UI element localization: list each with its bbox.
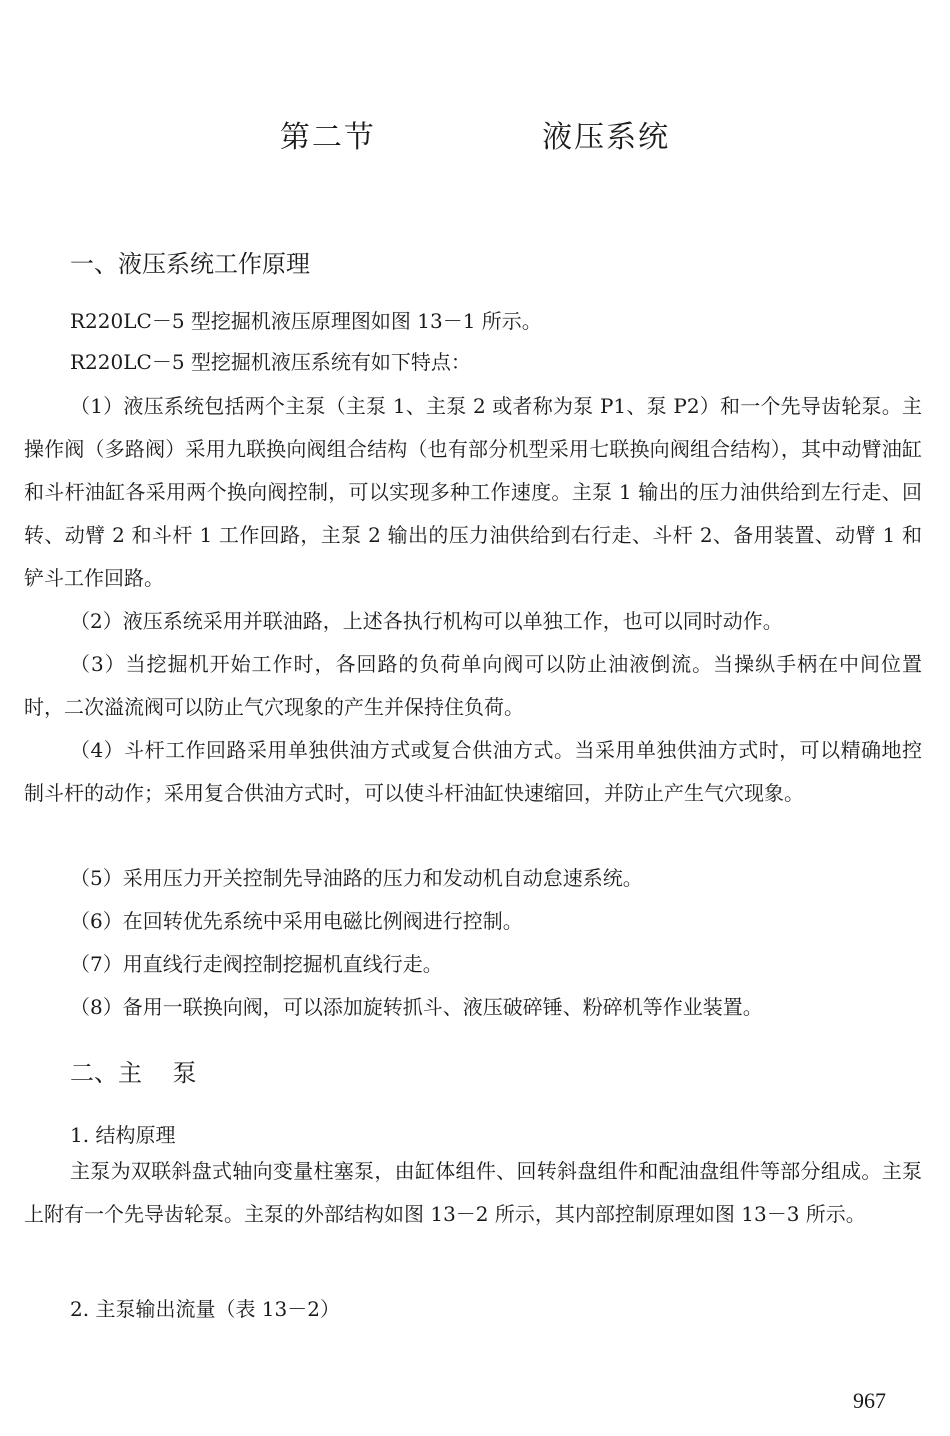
page-number: 967 <box>853 1388 886 1413</box>
page-title: 第二节 液压系统 <box>279 120 671 155</box>
paragraph: （2）液压系统采用并联油路，上述各执行机构可以单独工作，也可以同时动作。 <box>70 609 783 633</box>
paragraph: （1）液压系统包括两个主泵（主泵 1、主泵 2 或者称为泵 P1、泵 P2）和一个先导齿轮泵。主操作阀（多路阀）采用九联换向阀组合结构（也有部分机型采用七联换向阀组合结构），其中动臂油缸和斗杆油缸各采用两个换向阀控制，可以实现多种工作速度。主泵 1 输出的压力油供给到左行走、回转、动臂 2 和斗杆 1 工作回路，主泵 2 输出的压力油供给到右行走、斗杆 2、备用装置、动臂 1 和铲斗工作回路。 <box>24 394 922 590</box>
paragraph: （8）备用一联换向阀，可以添加旋转抓斗、液压破碎锤、粉碎机等作业装置。 <box>70 995 763 1019</box>
section-heading-hydraulic-principle: 一、液压系统工作原理 <box>70 250 310 278</box>
paragraph: （3）当挖掘机开始工作时，各回路的负荷单向阀可以防止油液倒流。当操纵手柄在中间位置时，二次溢流阀可以防止气穴现象的产生并保持住负荷。 <box>24 652 922 719</box>
paragraph: （5）采用压力开关控制先导油路的压力和发动机自动怠速系统。 <box>70 866 643 890</box>
paragraph: （7）用直线行走阀控制挖掘机直线行走。 <box>70 952 443 976</box>
paragraph: R220LC－5 型挖掘机液压原理图如图 13－1 所示。 <box>70 309 542 333</box>
subsection-heading-structure: 1. 结构原理 <box>70 1123 176 1147</box>
paragraph: （6）在回转优先系统中采用电磁比例阀进行控制。 <box>70 909 523 933</box>
paragraph: R220LC－5 型挖掘机液压系统有如下特点： <box>70 350 471 374</box>
section-heading-main-pump: 二、主 泵 <box>70 1059 197 1087</box>
subsection-heading-output-flow: 2. 主泵输出流量（表 13－2） <box>70 1297 340 1321</box>
paragraph: 主泵为双联斜盘式轴向变量柱塞泵，由缸体组件、回转斜盘组件和配油盘组件等部分组成。主泵上附有一个先导齿轮泵。主泵的外部结构如图 13－2 所示，其内部控制原理如图 13－3 所示。 <box>24 1159 922 1226</box>
paragraph: （4）斗杆工作回路采用单独供油方式或复合供油方式。当采用单独供油方式时，可以精确地控制斗杆的动作；采用复合供油方式时，可以使斗杆油缸快速缩回，并防止产生气穴现象。 <box>24 738 922 805</box>
